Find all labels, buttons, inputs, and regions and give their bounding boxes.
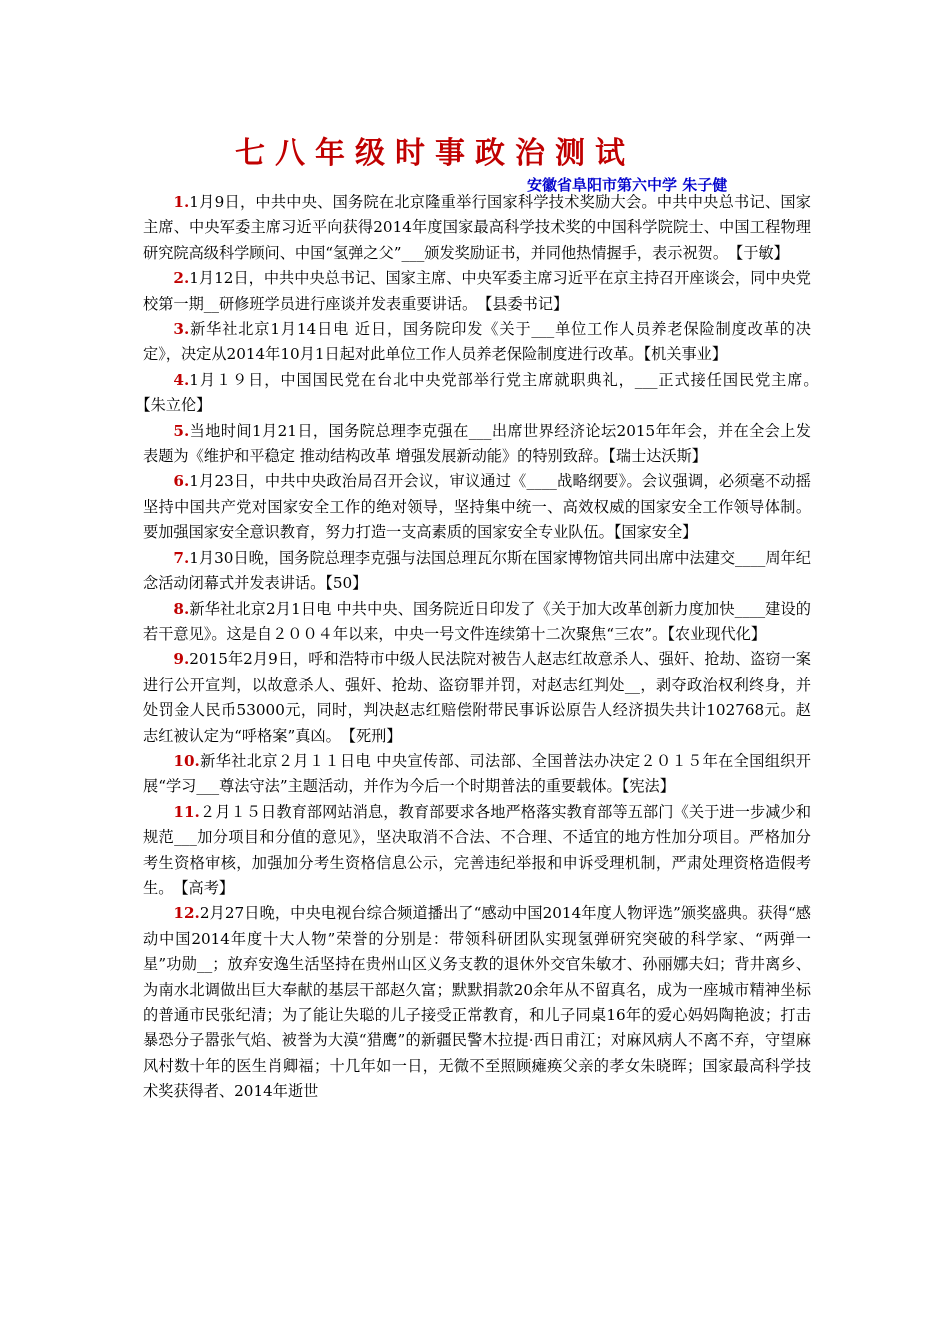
question-text: 新华社北京２月１１日电 中央宣传部、司法部、全国普法办决定２０１５年在全国组织开展“学习___尊法守法”主题活动，并作为今后一个时期普法的重要载体。 [143, 751, 811, 796]
question-item [143, 419, 811, 470]
page-title: 七八年级时事政治测试 [235, 136, 635, 171]
question-number: 8. [173, 599, 190, 618]
answer-text: 【农业现代化】 [667, 624, 767, 643]
question-number: 7. [173, 548, 190, 567]
question-item [143, 749, 811, 800]
question-number: 10. [173, 751, 200, 770]
answer-text: 【朱立伦】 [143, 396, 212, 415]
question-number: 5. [173, 421, 190, 440]
question-text: 2015年2月9日，呼和浩特市中级人民法院对被告人赵志红故意杀人、强奸、抢劫、盗窃一案进行公开宣判，以故意杀人、强奸、抢劫、盗窃罪并罚，对赵志红判处__，剥夺政治权利终身，并处罚金人民币53000元，同时，判决赵志红赔偿附带民事诉讼原告人经济损失共计102768元。赵志红被认定为“呼格案”真凶。 [143, 650, 811, 745]
question-number: 2. [173, 269, 190, 288]
question-number: 6. [173, 472, 190, 491]
question-number: 3. [173, 320, 190, 339]
question-text: ２月１５日教育部网站消息，教育部要求各地严格落实教育部等五部门《关于进一步减少和规范___加分项目和分值的意见》，坚决取消不合法、不合理、不适宜的地方性加分项目。严格加分考生资格审核，加强加分考生资格信息公示，完善违纪举报和申诉受理机制，严肃处理资格造假考生。 [143, 802, 811, 897]
question-number: 9. [173, 650, 190, 669]
answer-text: 【死刑】 [348, 726, 402, 745]
question-text: 1月30日晚，国务院总理李克强与法国总理瓦尔斯在国家博物馆共同出席中法建交____周年纪念活动闭幕式并发表讲话。 [143, 548, 811, 593]
question-item [143, 190, 811, 266]
question-text: 2月27日晚，中央电视台综合频道播出了“感动中国2014年度人物评选”颁奖盛典。获得“感动中国2014年度十大人物”荣誉的分别是：带领科研团队实现氢弹研究突破的科学家、“两弹一星”功勋__；放弃安逸生活坚持在贵州山区义务支教的退休外交官朱敏才、孙丽娜夫妇；背井离乡、为南水北调做出巨大奉献的基层干部赵久富；默默捐款20余年从不留真名，成为一座城市精神坐标的普通市民张纪清；为了能让失聪的儿子接受正常教育，和儿子同桌16年的爱心妈妈陶艳波；打击暴恐分子嚣张气焰、被誉为大漠“猎鹰”的新疆民警木拉提·西日甫江；对麻风病人不离不弃，守望麻风村数十年的医生肖卿福；十几年如一日，无微不至照顾瘫痪父亲的孝女朱晓晖；国家最高科学技术奖获得者、2014年逝世 [143, 904, 811, 1101]
answer-text: 【于敏】 [735, 243, 789, 262]
question-item [143, 597, 811, 648]
answer-text: 【县委书记】 [484, 294, 569, 313]
question-item [143, 317, 811, 368]
question-number: 1. [173, 193, 190, 211]
question-text: 新华社北京2月1日电 中共中央、国务院近日印发了《关于加大改革创新力度加快____建设的若干意见》。这是自２００４年以来，中央一号文件连续第十二次聚焦“三农”。 [143, 599, 811, 643]
question-number: 11. [173, 802, 200, 821]
question-item [143, 266, 811, 317]
answer-text: 【机关事业】 [643, 345, 728, 364]
question-number: 12. [173, 904, 200, 923]
question-text: 新华社北京1月14日电 近日，国务院印发《关于___单位工作人员养老保险制度改革的决定》，决定从2014年10月1日起对此单位工作人员养老保险制度进行改革。 [143, 320, 811, 364]
question-text: 1月9日，中共中央、国务院在北京隆重举行国家科学技术奖励大会。中共中央总书记、国家主席、中央军委主席习近平向获得2014年度国家最高科学技术奖的中国科学院院士、中国工程物理研究院高级科学顾问、中国“氢弹之父”___颁发奖励证书，并同他热情握手，表示祝贺。 [143, 193, 811, 262]
answer-text: 【50】 [325, 574, 368, 593]
answer-text: 【高考】 [180, 878, 235, 897]
answer-text: 【瑞士达沃斯】 [608, 447, 707, 466]
question-number: 4. [173, 370, 190, 389]
question-item [143, 368, 811, 419]
question-item [143, 647, 811, 749]
answer-text: 【宪法】 [621, 777, 675, 796]
author-line: 安徽省阜阳市第六中学 朱子健 [527, 176, 728, 194]
question-item [143, 546, 811, 597]
question-text: 1月１９日，中国国民党在台北中央党部举行党主席就职典礼，___正式接任国民党主席。 [189, 370, 811, 389]
question-text: 1月12日，中共中央总书记、国家主席、中央军委主席习近平在京主持召开座谈会，同中央党校第一期__研修班学员进行座谈并发表重要讲话。 [143, 269, 811, 313]
question-item [143, 469, 811, 545]
question-text: 1月23日，中共中央政治局召开会议，审议通过《____战略纲要》。会议强调，必须毫不动摇坚持中国共产党对国家安全工作的绝对领导，坚持集中统一、高效权威的国家安全工作领导体制。要加强国家安全意识教育，努力打造一支高素质的国家安全专业队伍。 [143, 472, 811, 542]
question-list [143, 190, 811, 1105]
question-text: 当地时间1月21日，国务院总理李克强在___出席世界经济论坛2015年年会，并在全会上发表题为《维护和平稳定 推动结构改革 增强发展新动能》的特别致辞。 [143, 421, 811, 466]
question-item [143, 901, 811, 1104]
question-item [143, 800, 811, 902]
answer-text: 【国家安全】 [613, 523, 698, 542]
